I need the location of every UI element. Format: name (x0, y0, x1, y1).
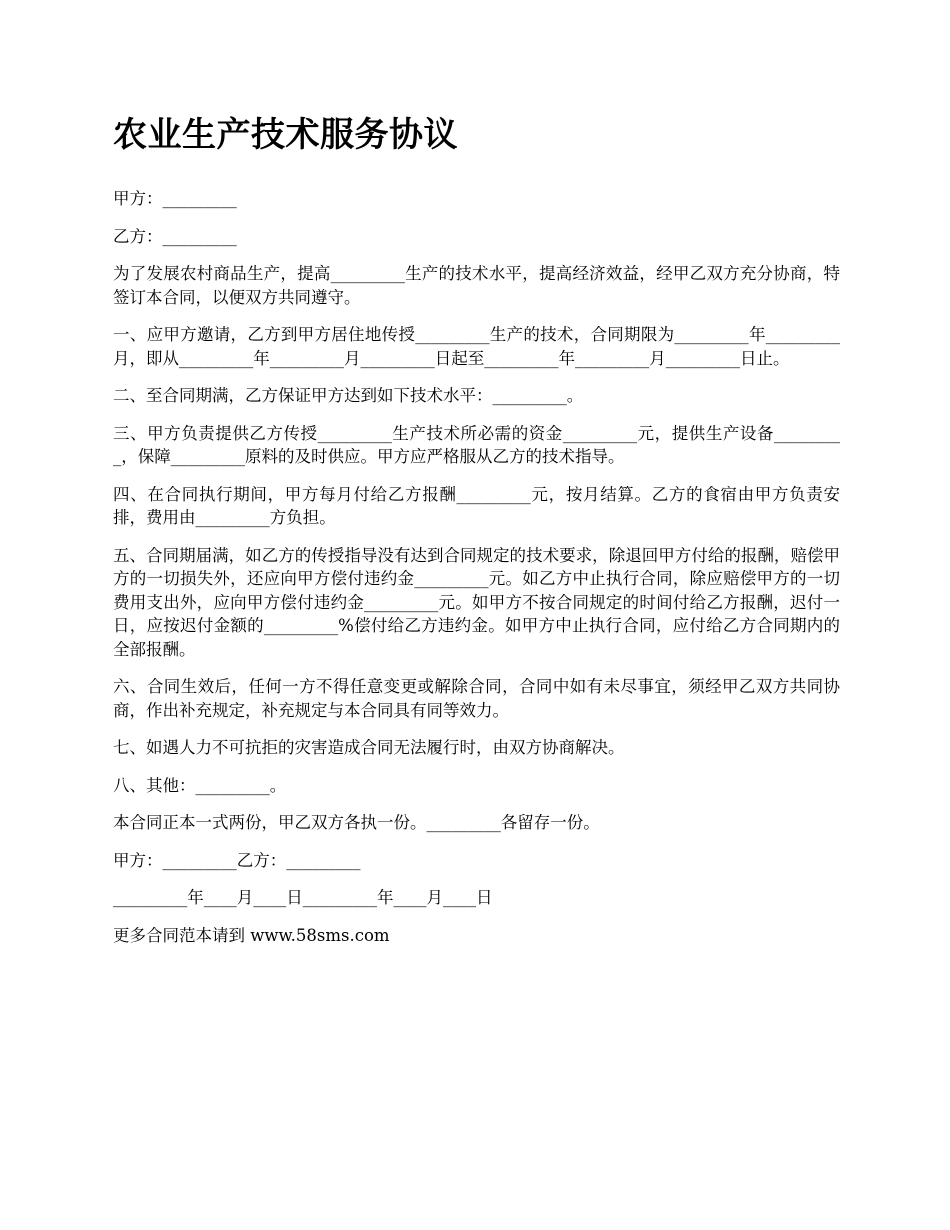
document-title: 农业生产技术服务协议 (113, 115, 458, 155)
party-b-line: 乙方：_________ (113, 226, 237, 246)
clause-4: 四、在合同执行期间，甲方每月付给乙方报酬_________元，按月结算。乙方的食宿由甲方负责安排，费用由_________方负担。 (113, 484, 840, 527)
preamble-paragraph: 为了发展农村商品生产，提高_________生产的技术水平，提高经济效益，经甲乙双方充分协商，特签订本合同，以便双方共同遵守。 (113, 264, 840, 307)
footer-note: 更多合同范本请到 www.58sms.com (113, 925, 390, 945)
party-a-line: 甲方：_________ (113, 189, 237, 208)
date-line: _________年____月____日_________年____月____日 (113, 888, 493, 907)
clause-8: 八、其他：_________。 (113, 775, 287, 795)
signature-line: 甲方：_________乙方：_________ (113, 850, 361, 870)
clause-1: 一、应甲方邀请，乙方到甲方居住地传授_________生产的技术，合同期限为_________年_________月，即从_________年_________月_________日起至_________年_________月_________日止。 (113, 325, 840, 368)
clause-6: 六、合同生效后，任何一方不得任意变更或解除合同，合同中如有未尽事宜，须经甲乙双方共同协商，作出补充规定，补充规定与本合同具有同等效力。 (113, 677, 840, 720)
copies-note: 本合同正本一式两份，甲乙双方各执一份。_________各留存一份。 (113, 813, 600, 832)
clause-5: 五、合同期届满，如乙方的传授指导没有达到合同规定的技术要求，除退回甲方付给的报酬，赔偿甲方的一切损失外，还应向甲方偿付违约金_________元。如乙方中止执行合同，除应赔偿甲方的一切费用支出外，应向甲方偿付违约金_________元。如甲方不按合同规定的时间付给乙方报酬，迟付一日，应按迟付金额的_________%偿付给乙方违约金。如甲方中止执行合同，应付给乙方合同期内的全部报酬。 (113, 545, 840, 659)
clause-3: 三、甲方负责提供乙方传授_________生产技术所必需的资金_________元，提供生产设备_________，保障_________原料的及时供应。甲方应严格服从乙方的技术指导。 (113, 423, 840, 466)
clause-7: 七、如遇人力不可抗拒的灾害造成合同无法履行时，由双方协商解决。 (113, 738, 625, 757)
contract-body (113, 112, 840, 961)
clause-2: 二、至合同期满，乙方保证甲方达到如下技术水平：_________。 (113, 386, 584, 405)
